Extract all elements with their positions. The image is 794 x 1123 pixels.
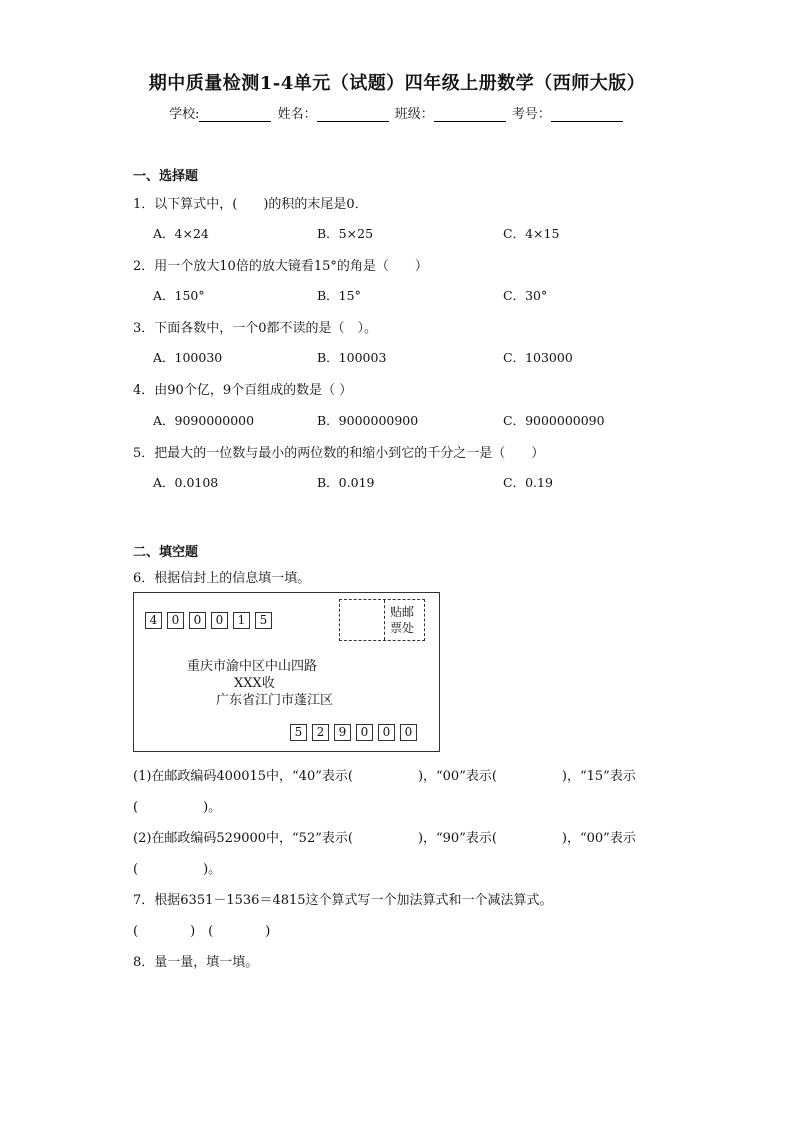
option-c[interactable]: C．9000000090 (503, 413, 605, 428)
postal-digit: 5 (290, 724, 307, 741)
address-line-3: 广东省江门市蓬江区 (216, 693, 334, 708)
top-postal-code (145, 612, 272, 629)
postal-digit: 0 (356, 724, 373, 741)
question-1: 1．以下算式中，( )的积的末尾是0． (133, 197, 368, 212)
envelope-figure (133, 592, 440, 752)
question-1-options (153, 224, 653, 242)
section-choice-title: 一、选择题 (133, 169, 199, 184)
question-7-blanks[interactable]: ( ) ( ) (133, 924, 271, 939)
option-a[interactable]: A．4×24 (153, 226, 209, 241)
option-c[interactable]: C．30° (503, 288, 548, 303)
address-line-2: XXX收 (234, 676, 275, 691)
postal-digit: 0 (167, 612, 184, 629)
postal-digit: 4 (145, 612, 162, 629)
student-info-line (0, 103, 794, 122)
postal-digit: 0 (400, 724, 417, 741)
stamp-divider (384, 600, 385, 640)
stamp-label-line1: 贴邮 (389, 605, 414, 619)
question-5-options (153, 473, 653, 491)
question-6-part-1-blank[interactable]: ( )。 (133, 800, 222, 815)
question-4: 4．由90个亿，9个百组成的数是（ ） (133, 383, 353, 398)
question-2: 2．用一个放大10倍的放大镜看15°的角是（ ） (133, 259, 428, 274)
stamp-box (339, 599, 425, 641)
question-3-options (153, 348, 653, 366)
question-8: 8．量一量，填一填。 (133, 955, 259, 970)
option-c[interactable]: C．4×15 (503, 226, 560, 241)
question-6-part-2-blank[interactable]: ( )。 (133, 862, 222, 877)
option-a[interactable]: A．0.0108 (153, 475, 219, 490)
class-label: 班级： (394, 107, 434, 122)
option-b[interactable]: B．100003 (317, 350, 387, 365)
address-line-1: 重庆市渝中区中山四路 (187, 659, 318, 674)
question-6-part-2: (2)在邮政编码529000中，“52”表示( )，“90”表示( )，“00”表示 (133, 831, 636, 846)
postal-digit: 9 (334, 724, 351, 741)
school-blank[interactable] (199, 107, 271, 122)
school-label: 学校: (169, 107, 200, 122)
option-b[interactable]: B．9000000900 (317, 413, 419, 428)
postal-digit: 0 (189, 612, 206, 629)
page-title: 期中质量检测1-4单元（试题）四年级上册数学（西师大版） (148, 73, 646, 94)
question-4-options (153, 411, 653, 429)
question-7: 7．根据6351－1536＝4815这个算式写一个加法算式和一个减法算式。 (133, 893, 553, 908)
question-3: 3．下面各数中，一个0都不读的是（ ）。 (133, 321, 378, 336)
stamp-label (386, 604, 418, 636)
option-b[interactable]: B．15° (317, 288, 361, 303)
number-label: 考号： (511, 107, 551, 122)
question-6-part-1: (1)在邮政编码400015中，“40”表示( )，“00”表示( )，“15”表示 (133, 769, 636, 784)
option-b[interactable]: B．0.019 (317, 475, 375, 490)
number-blank[interactable] (551, 107, 623, 122)
option-a[interactable]: A．9090000000 (153, 413, 255, 428)
postal-digit: 5 (255, 612, 272, 629)
section-fill-title: 二、填空题 (133, 545, 199, 560)
option-a[interactable]: A．150° (153, 288, 205, 303)
question-5: 5．把最大的一位数与最小的两位数的和缩小到它的千分之一是（ ） (133, 446, 545, 461)
bottom-postal-code (290, 724, 417, 741)
option-c[interactable]: C．0.19 (503, 475, 553, 490)
question-6: 6．根据信封上的信息填一填。 (133, 571, 311, 586)
name-label: 姓名： (277, 107, 317, 122)
stamp-label-line2: 票处 (389, 621, 414, 635)
option-b[interactable]: B．5×25 (317, 226, 374, 241)
postal-digit: 0 (211, 612, 228, 629)
option-c[interactable]: C．103000 (503, 350, 573, 365)
postal-digit: 1 (233, 612, 250, 629)
class-blank[interactable] (434, 107, 506, 122)
option-a[interactable]: A．100030 (153, 350, 223, 365)
postal-digit: 0 (378, 724, 395, 741)
name-blank[interactable] (317, 107, 389, 122)
question-2-options (153, 286, 653, 304)
postal-digit: 2 (312, 724, 329, 741)
